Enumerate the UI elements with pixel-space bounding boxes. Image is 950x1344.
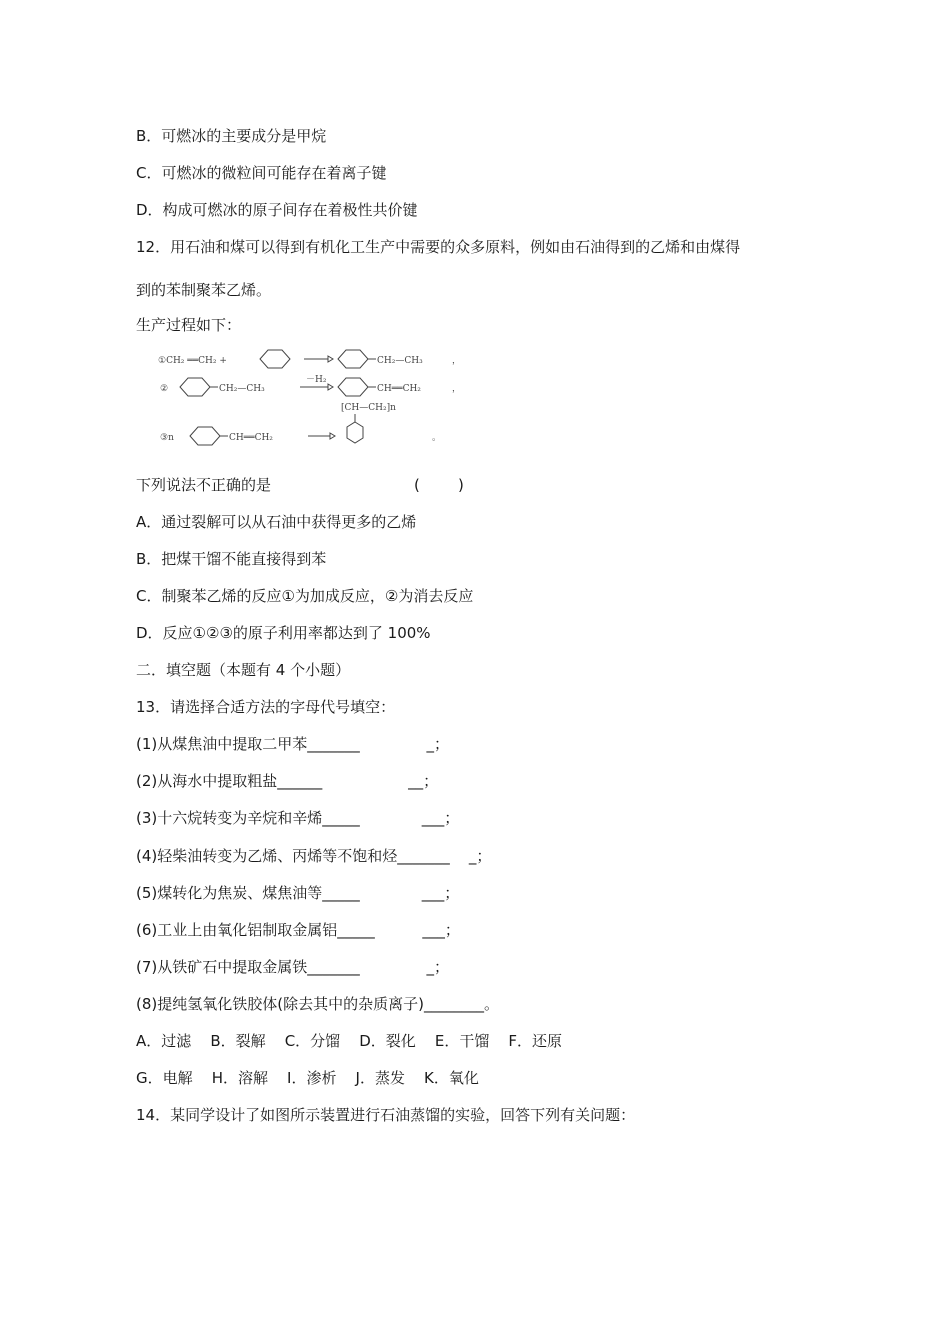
- benzene-ring-icon: [190, 427, 220, 445]
- question-13-stem: 13．请选择合适方法的字母代号填空：: [136, 698, 396, 716]
- reaction-2-product: CH══CH₂: [377, 384, 421, 394]
- reaction-1-product: CH₂—CH₃: [377, 356, 423, 366]
- q12-option-a: A．通过裂解可以从石油中获得更多的乙烯: [136, 513, 417, 531]
- q13-item-5: (5)煤转化为焦炭、煤焦油等_____ ___；: [136, 884, 460, 902]
- q13-item-6: (6)工业上由氧化铝制取金属铝_____ ___；: [136, 921, 460, 939]
- reaction-2-substrate: CH₂—CH₃: [219, 384, 265, 394]
- reaction-1-reactant: ①CH₂ ══CH₂ +: [158, 356, 227, 366]
- question-14-stem: 14．某同学设计了如图所示装置进行石油蒸馏的实验，回答下列有关问题：: [136, 1106, 636, 1124]
- q13-choices-row-1: A．过滤 B．裂解 C．分馏 D．裂化 E．干馏 F．还原: [136, 1032, 563, 1050]
- q12-option-d: D．反应①②③的原子利用率都达到了 100%: [136, 624, 431, 642]
- reaction-3-polymer: [CH—CH₂]n: [341, 403, 396, 413]
- q13-item-3: (3)十六烷转变为辛烷和辛烯_____ ___；: [136, 809, 460, 827]
- reaction-3-end: 。: [432, 433, 442, 443]
- option-b-line: B．可燃冰的主要成分是甲烷: [136, 127, 327, 145]
- section-heading: 二．填空题（本题有 4 个小题）: [136, 661, 351, 679]
- reaction-2-condition: －H₂: [306, 375, 327, 385]
- process-intro: 生产过程如下：: [136, 316, 242, 334]
- question-12-prompt: 下列说法不正确的是 ( ): [136, 476, 464, 494]
- benzene-ring-icon: [347, 422, 363, 443]
- option-c-line: C．可燃冰的微粒间可能存在着离子键: [136, 164, 387, 182]
- reaction-2-end: ，: [452, 384, 462, 394]
- benzene-ring-icon: [338, 350, 368, 368]
- q13-item-2: (2)从海水中提取粗盐______ __；: [136, 772, 439, 790]
- benzene-ring-icon: [338, 378, 368, 396]
- q12-option-b: B．把煤干馏不能直接得到苯: [136, 550, 327, 568]
- q13-item-1: (1)从煤焦油中提取二甲苯_______ _；: [136, 735, 450, 753]
- benzene-ring-icon: [260, 350, 290, 368]
- question-12-stem: 12．用石油和煤可以得到有机化工生产中需要的众多原料，例如由石油得到的乙烯和由煤得: [136, 238, 741, 256]
- question-12-stem-cont: 到的苯制聚苯乙烯。: [136, 281, 272, 299]
- reaction-3-substrate: CH══CH₂: [229, 433, 273, 443]
- q13-choices-row-2: G．电解 H．溶解 I．渗析 J．蒸发 K．氧化: [136, 1069, 479, 1087]
- q13-item-4: (4)轻柴油转变为乙烯、丙烯等不饱和烃_______ _；: [136, 847, 492, 865]
- reaction-scheme: [158, 344, 462, 456]
- reaction-1-end: ，: [452, 356, 462, 366]
- q13-item-8: (8)提纯氢氧化铁胶体(除去其中的杂质离子)________。: [136, 995, 499, 1013]
- reaction-2-label: ②: [160, 384, 169, 394]
- q12-option-c: C．制聚苯乙烯的反应①为加成反应，②为消去反应: [136, 587, 474, 605]
- benzene-ring-icon: [180, 378, 210, 396]
- reaction-3-label: ③n: [160, 433, 174, 443]
- option-d-line: D．构成可燃冰的原子间存在着极性共价键: [136, 201, 418, 219]
- q13-item-7: (7)从铁矿石中提取金属铁_______ _；: [136, 958, 450, 976]
